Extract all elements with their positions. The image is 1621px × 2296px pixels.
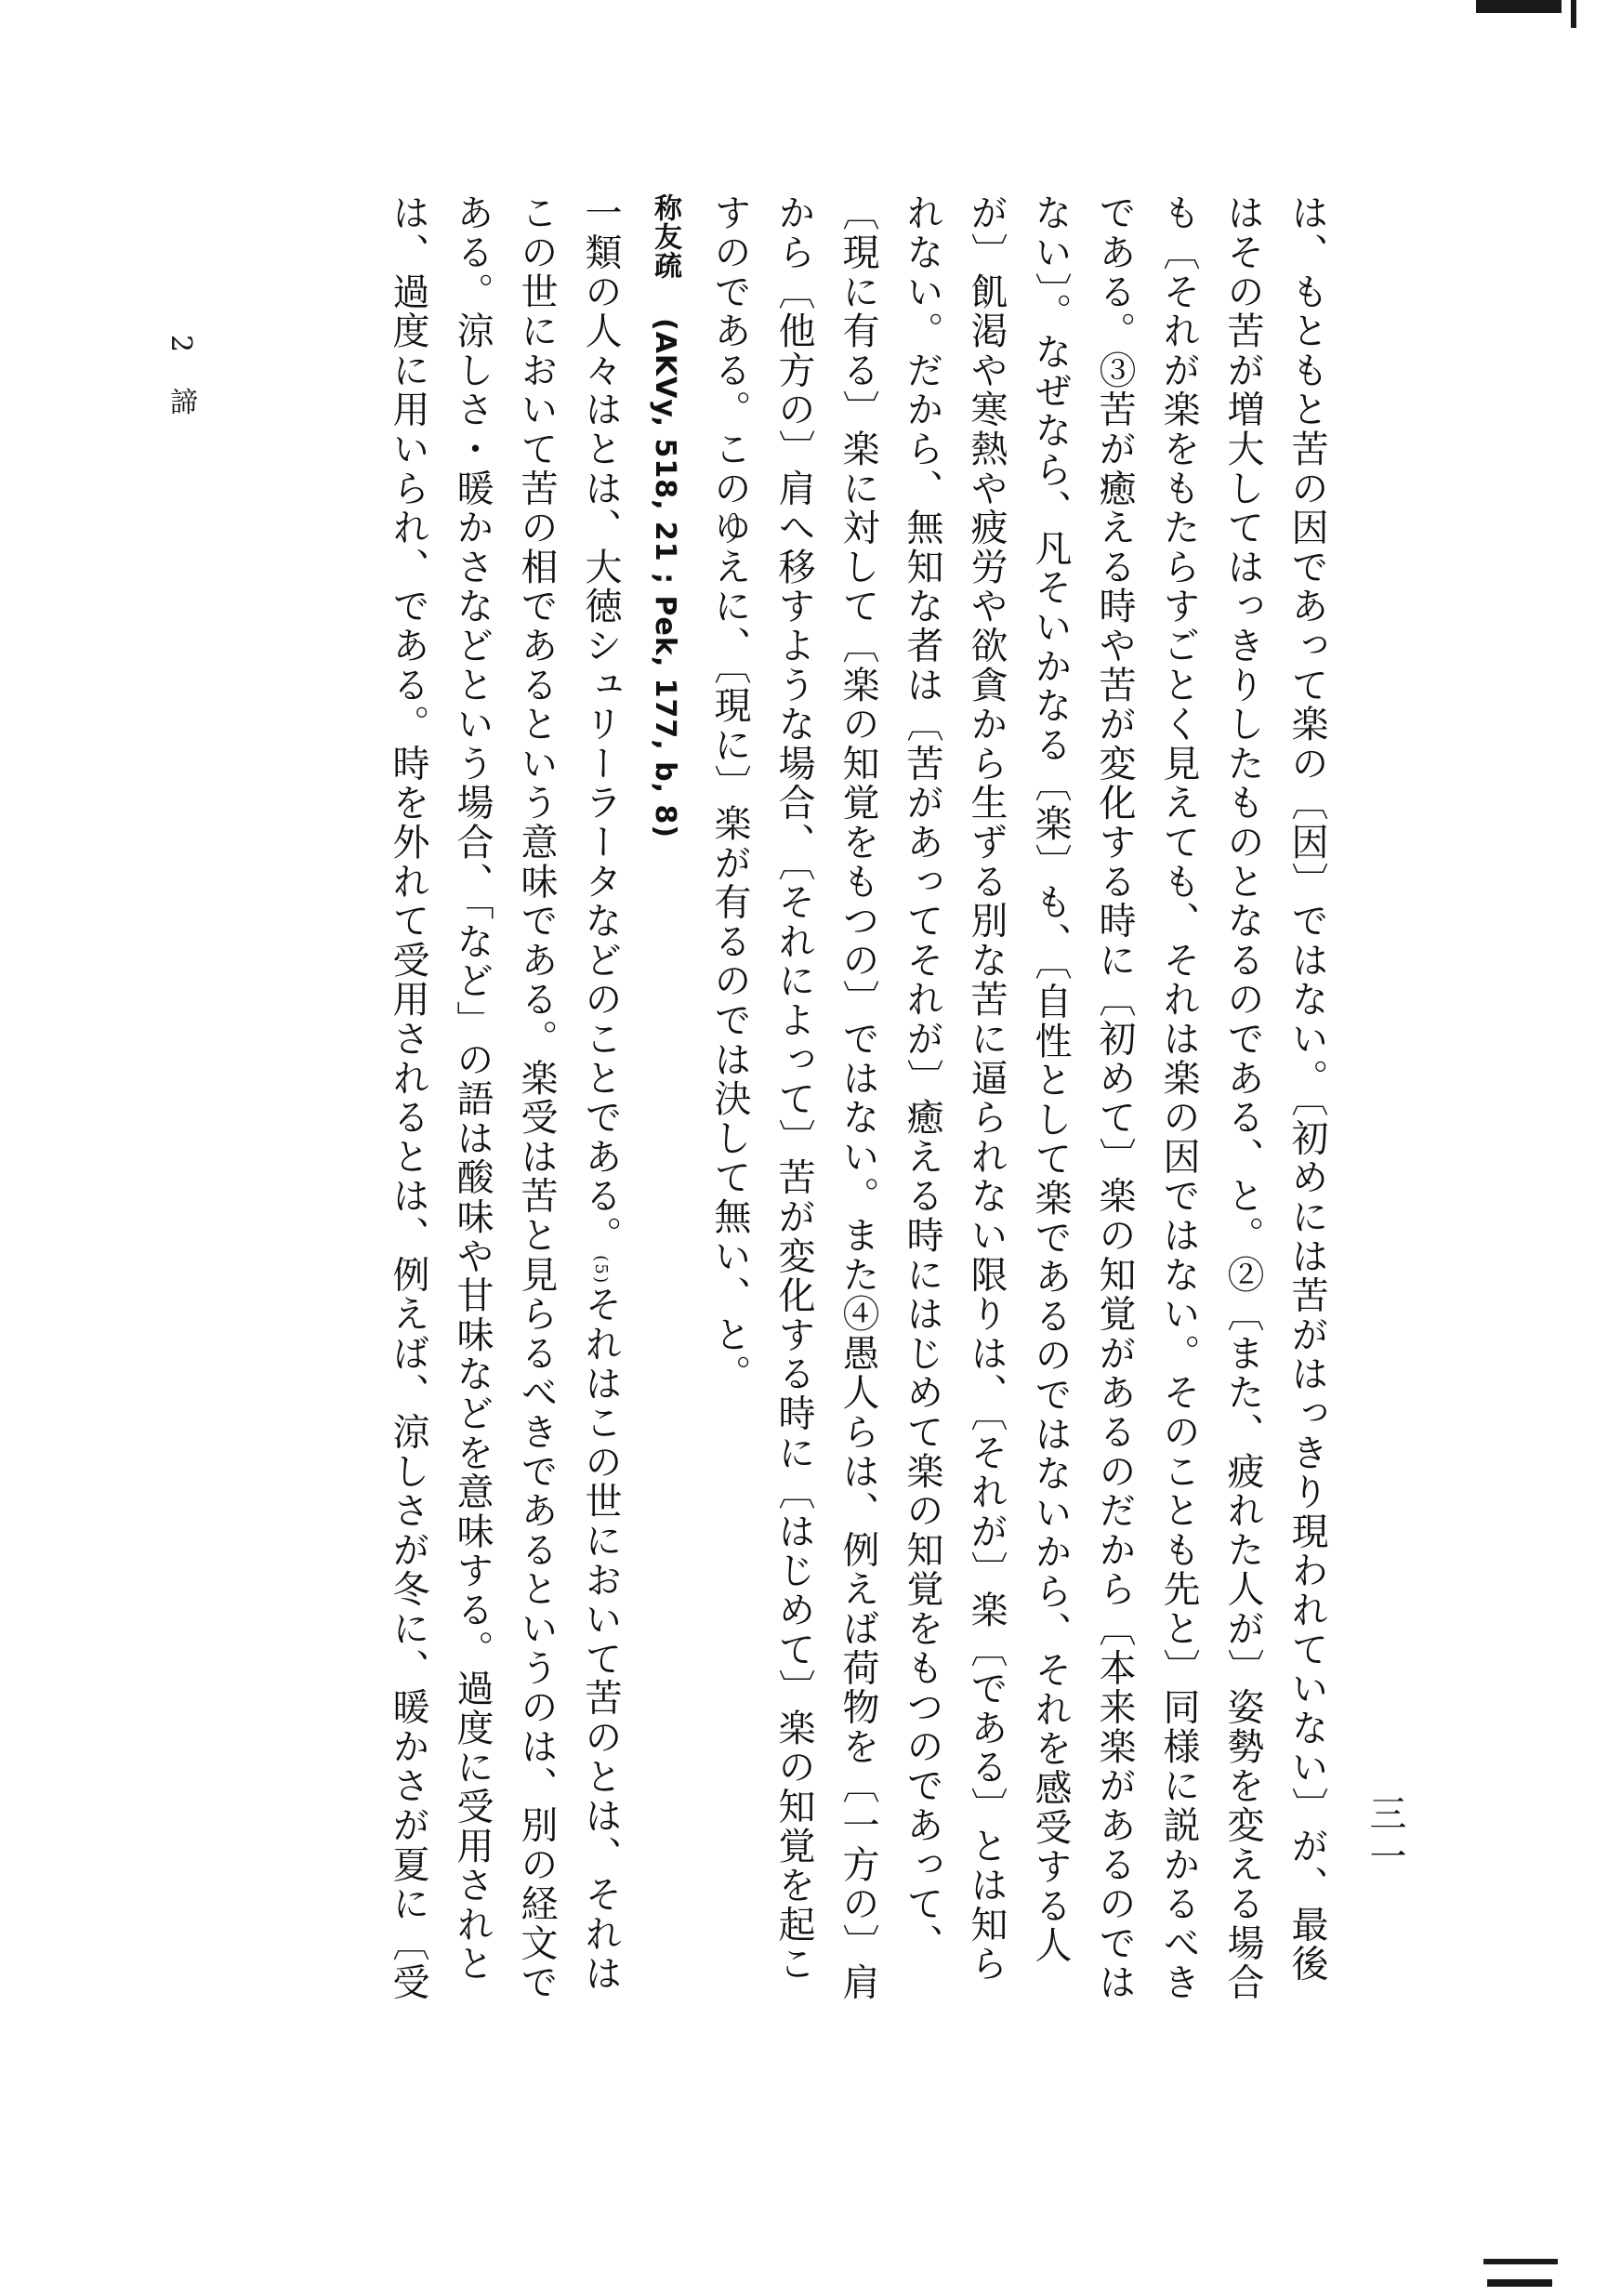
text-line: すのである。このゆえに、〔現に〕楽が有るのでは決して無い、と。 (708, 193, 751, 1394)
text-line: ない〕。なぜなら、凡そいかなる〔楽〕も、〔自性として楽であるのではないから、それを感受する人 (1029, 193, 1072, 1965)
scan-edge-mark (1476, 0, 1562, 13)
text-line: この世において苦の相であるという意味である。楽受は苦と見らるべきであるというのは、別の経文で (515, 193, 558, 2002)
text-line (568, 193, 633, 2099)
text-line: ある。涼しさ・暖かさなどという場合、「など」の語は酸味や甘味などを意味する。過度に受用されと (451, 193, 494, 1984)
text-segment: それはこの世において苦のとは、それは (579, 1285, 622, 1993)
section-reference: (AKVy, 518, 21 ; Pek, 177, b, 8) (649, 318, 681, 839)
page-number: 三一 (1364, 1794, 1406, 1880)
note-reference: (5) (591, 1255, 611, 1286)
text-line: 〔現に有る〕楽に対して〔楽の知覚をもつの〕ではない。また④愚人らは、例えば荷物を〔一方の〕肩 (837, 193, 879, 2002)
text-line: はその苦が増大してはっきりしたものとなるのである、と。②〔また、疲れた人が〕姿勢を変える場合 (1221, 193, 1264, 2002)
scan-edge-mark (1571, 0, 1576, 28)
text-line: れない。だから、無知な者は〔苦があってそれが〕癒える時にはじめて楽の知覚をもつのであって、 (901, 193, 943, 1963)
text-line: は、過度に用いられ、である。時を外れて受用されるとは、例えば、涼しさが冬に、暖かさが夏に〔受 (387, 193, 429, 2002)
section-title: 称友疏 (649, 193, 681, 280)
text-line: は、もともと苦の因であって楽の〔因〕ではない。〔初めには苦がはっきり現われていない〕が、最後 (1285, 193, 1328, 1984)
scan-edge-mark (1487, 2279, 1552, 2287)
text-line: も〔それが楽をもたらすごとく見えても、それは楽の因ではない。そのことも先と〕同様に説かるべき (1157, 193, 1200, 2002)
section-heading (633, 193, 697, 2099)
text-segment: 一類の人々はとは、大徳シュリーラータなどのことである。 (579, 193, 622, 1256)
text-line: が〕飢渇や寒熱や疲労や欲貪から生ずる別な苦に逼られない限りは、〔それが〕楽〔である〕とは知ら (965, 193, 1008, 1984)
text-line: から〔他方の〕肩へ移すような場合、〔それによって〕苦が変化する時に〔はじめて〕楽の知覚を起こ (772, 193, 815, 1984)
text-line: である。③苦が癒える時や苦が変化する時に〔初めて〕楽の知覚があるのだから〔本来楽があるのでは (1093, 193, 1136, 2002)
running-head: 2 諦 (165, 335, 197, 429)
body-text (223, 193, 1338, 2099)
scan-edge-mark (1483, 2259, 1558, 2264)
